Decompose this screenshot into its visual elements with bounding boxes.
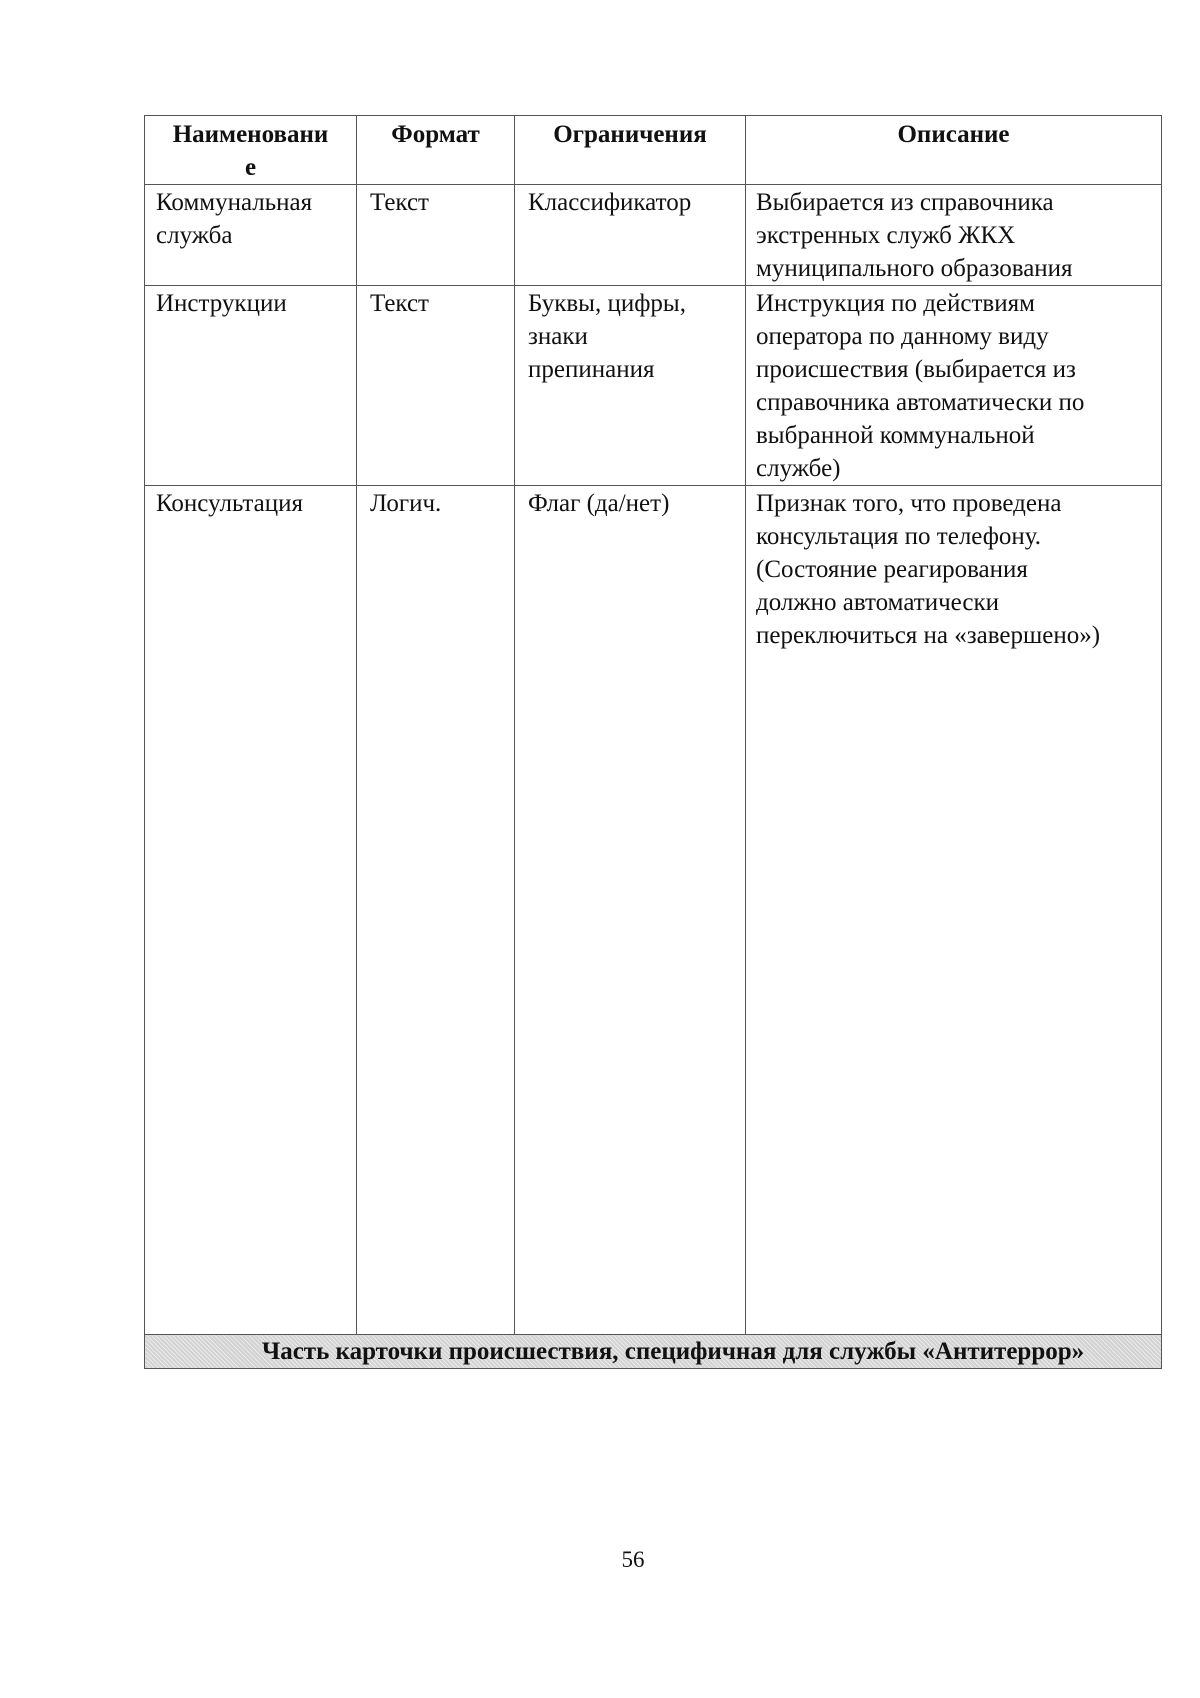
header-name: Наименовани е xyxy=(145,116,357,185)
cell-constraints: Флаг (да/нет) xyxy=(515,486,746,1335)
section-heading-row xyxy=(145,1335,1162,1369)
section-heading: Часть карточки происшествия, специфичная для службы «Антитеррор» xyxy=(145,1335,1162,1369)
table-row xyxy=(145,486,1162,1335)
cell-name: Консультация xyxy=(145,486,357,1335)
cell-constraints: Буквы, цифры, знаки препинания xyxy=(515,286,746,486)
table-row xyxy=(145,185,1162,286)
header-format: Формат xyxy=(357,116,515,185)
cell-name: Инструкции xyxy=(145,286,357,486)
cell-format: Текст xyxy=(357,286,515,486)
cell-constraints: Классификатор xyxy=(515,185,746,286)
page-number: 56 xyxy=(621,1547,645,1572)
cell-format: Логич. xyxy=(357,486,515,1335)
fields-table xyxy=(144,115,1162,1369)
header-constraints: Ограничения xyxy=(515,116,746,185)
cell-description: Признак того, что проведена консультация по телефону. (Состояние реагирования должно автоматически переключиться на «завершено») xyxy=(746,486,1162,1335)
cell-description: Инструкция по действиям оператора по данному виду происшествия (выбирается из справочника автоматически по выбранной коммунальной службе) xyxy=(746,286,1162,486)
cell-format: Текст xyxy=(357,185,515,286)
cell-name: Коммунальная служба xyxy=(145,185,357,286)
header-description: Описание xyxy=(746,116,1162,185)
table-row xyxy=(145,286,1162,486)
table-header-row xyxy=(145,116,1162,185)
cell-description: Выбирается из справочника экстренных служб ЖКХ муниципального образования xyxy=(746,185,1162,286)
